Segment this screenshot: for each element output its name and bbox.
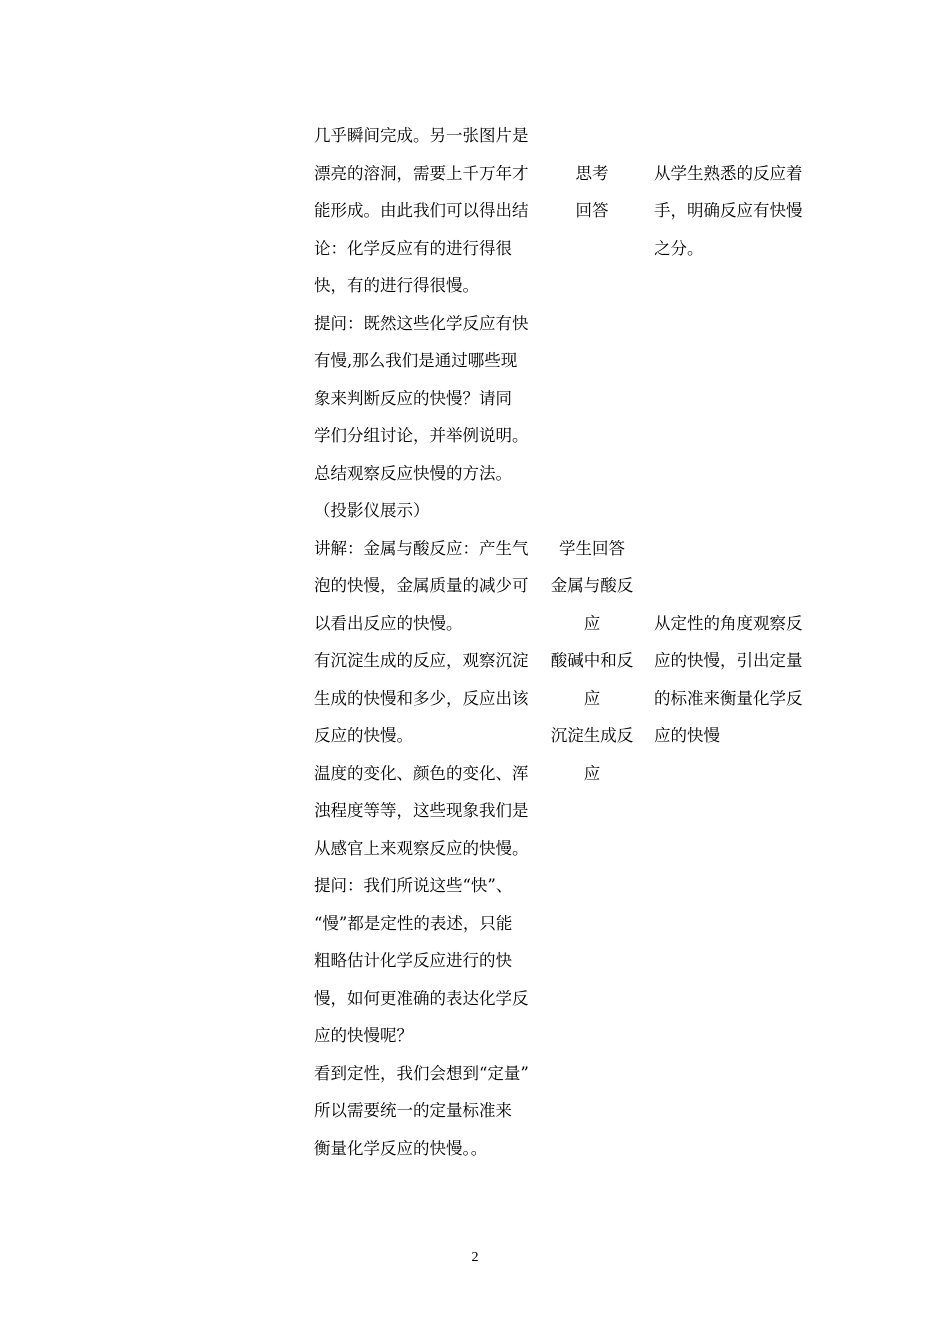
teacher-activity-column — [314, 117, 536, 1167]
student-activity-line: 应 — [583, 688, 601, 708]
teacher-activity-line: 提问：我们所说这些“快”、 — [314, 876, 513, 895]
teacher-activity-line: 学们分组讨论，并举例说明。 — [314, 426, 529, 445]
design-intent-line — [654, 567, 812, 605]
design-intent-line — [654, 530, 812, 568]
student-activity-line — [546, 492, 638, 530]
teacher-activity-line: 从感官上来观察反应的快慢。 — [314, 838, 529, 858]
teacher-activity-line: “慢”都是定性的表述，只能 — [314, 913, 513, 933]
teacher-activity-line: 以看出反应的快慢。 — [314, 613, 463, 633]
teacher-activity-line: 提问：既然这些化学反应有快 — [314, 313, 529, 333]
student-activity-line: 思考 — [575, 163, 609, 183]
student-activity-line: 沉淀生成反 — [550, 726, 634, 745]
design-intent-line — [654, 117, 812, 155]
teacher-activity-line: 反应的快慢。 — [314, 726, 413, 745]
design-intent-line — [654, 380, 812, 418]
teacher-activity-line: 几乎瞬间完成。另一张图片是 — [314, 126, 529, 145]
teacher-activity-line: 总结观察反应快慢的方法。 — [314, 463, 512, 483]
student-activity-column — [546, 117, 638, 792]
design-intent-line: 之分。 — [654, 238, 704, 258]
design-intent-line: 的标准来衡量化学反 — [654, 688, 803, 708]
student-activity-line: 酸碱中和反 — [550, 651, 634, 670]
teacher-activity-line: 快，有的进行得很慢。 — [314, 276, 479, 295]
teacher-activity-line: 所以需要统一的定量标准来 — [314, 1101, 512, 1120]
teacher-activity-line: 有慢,那么我们是通过哪些现 — [314, 351, 518, 370]
teacher-activity-line: 象来判断反应的快慢？请同 — [314, 388, 512, 408]
student-activity-line: 学生回答 — [559, 538, 625, 558]
teacher-activity-line: 慢，如何更准确的表达化学反 — [314, 988, 529, 1008]
teacher-activity-line: 有沉淀生成的反应，观察沉淀 — [314, 651, 529, 670]
student-activity-line: 回答 — [575, 201, 609, 220]
student-activity-line — [546, 417, 638, 455]
design-intent-line — [654, 492, 812, 530]
design-intent-line: 应的快慢，引出定量 — [654, 651, 803, 670]
teacher-activity-line: 能形成。由此我们可以得出结 — [314, 201, 529, 220]
teacher-activity-line: 泡的快慢，金属质量的减少可 — [314, 576, 529, 595]
student-activity-line: 应 — [583, 763, 601, 783]
page-number: 2 — [471, 1250, 479, 1265]
teacher-activity-line: 浊程度等等，这些现象我们是 — [314, 801, 529, 820]
student-activity-line — [546, 455, 638, 493]
design-intent-line: 应的快慢 — [654, 726, 720, 745]
teacher-activity-line: （投影仪展示） — [314, 501, 430, 520]
student-activity-line — [546, 267, 638, 305]
teacher-activity-line: 论：化学反应有的进行得很 — [314, 238, 512, 258]
student-activity-line — [546, 342, 638, 380]
design-intent-line: 手，明确反应有快慢 — [654, 201, 803, 220]
design-intent-line — [654, 267, 812, 305]
design-intent-column — [654, 117, 812, 755]
student-activity-line — [546, 230, 638, 268]
student-activity-line — [546, 117, 638, 155]
student-activity-line: 应 — [583, 613, 601, 633]
student-activity-line: 金属与酸反 — [550, 576, 634, 595]
design-intent-line — [654, 455, 812, 493]
teacher-activity-line: 看到定性，我们会想到“定量” — [314, 1063, 529, 1083]
teacher-activity-line: 衡量化学反应的快慢。。 — [314, 1138, 488, 1158]
design-intent-line: 从定性的角度观察反 — [654, 613, 803, 633]
design-intent-line — [654, 417, 812, 455]
teacher-activity-line: 漂亮的溶洞，需要上千万年才 — [314, 163, 529, 183]
teacher-activity-line: 讲解：金属与酸反应：产生气 — [314, 538, 529, 558]
student-activity-line — [546, 380, 638, 418]
teacher-activity-line: 生成的快慢和多少，反应出该 — [314, 688, 529, 708]
design-intent-line — [654, 305, 812, 343]
design-intent-line — [654, 342, 812, 380]
teacher-activity-line: 粗略估计化学反应进行的快 — [314, 951, 512, 970]
teacher-activity-line: 应的快慢呢？ — [314, 1026, 413, 1045]
design-intent-line: 从学生熟悉的反应着 — [654, 163, 803, 183]
student-activity-line — [546, 305, 638, 343]
teacher-activity-line: 温度的变化、颜色的变化、浑 — [314, 763, 529, 783]
